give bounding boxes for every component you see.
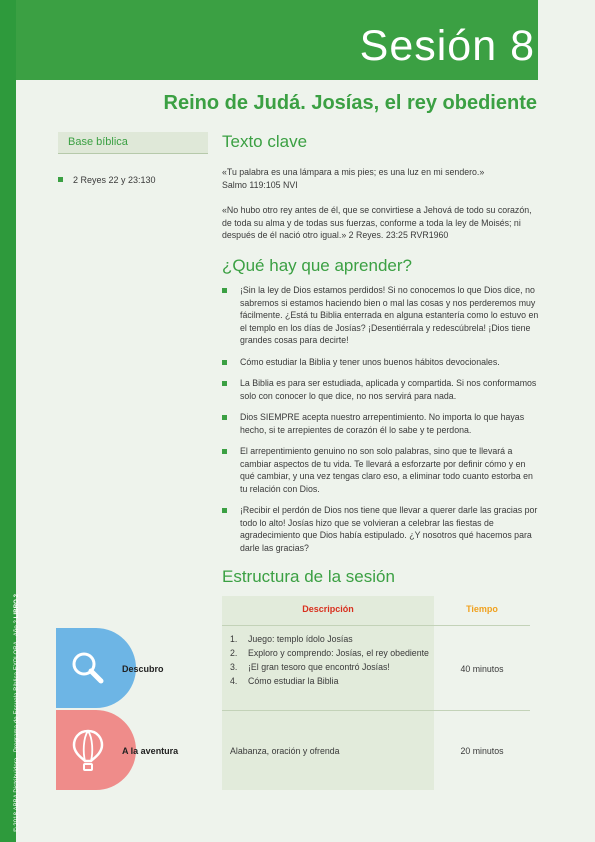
list-item-text: ¡Recibir el perdón de Dios nos tiene que llevar a querer darle las gracias por todo lo alto! Josías hizo que se volvieran a celebrar las fiestas de agradecimiento que Dios había estipulado. ¿Y nosotros qué hacemos para darle las gracias? [240, 505, 538, 553]
list-item [230, 676, 430, 687]
list-item [230, 662, 430, 673]
texto-clave-heading: Texto clave [222, 132, 308, 151]
step-number: 1. [230, 634, 238, 644]
bullet-icon [222, 381, 227, 386]
step-text: ¡El gran tesoro que encontró Josías! [248, 662, 390, 672]
list-item-text: Cómo estudiar la Biblia y tener unos buenos hábitos devocionales. [240, 356, 500, 367]
row-label-descubro: Descubro [122, 664, 164, 674]
step-number: 3. [230, 662, 238, 672]
aprender-list [222, 284, 540, 563]
step-number: 2. [230, 648, 238, 658]
base-biblica-reference [58, 175, 156, 185]
list-item-text: La Biblia es para ser estudiada, aplicada y compartida. Si nos conformamos solo con conocer lo que dice, no nos servirá para nada. [240, 378, 537, 401]
list-item-text: ¡Sin la ley de Dios estamos perdidos! Si no conocemos lo que Dios dice, no sabremos si estamos haciendo bien o mal las cosas y nos perderemos muy fácilmente. ¿Está tu Biblia enterrada en alguna estantería como lo estuvo en el templo en los días de Josías? ¡Desentiérrala y redescúbrela! ¡Dios tiene grandes cosas para decirte! [240, 285, 539, 345]
aventura-description: Alabanza, oración y ofrenda [230, 746, 340, 756]
bullet-icon [58, 177, 63, 182]
quote1-text: «Tu palabra es una lámpara a mis pies; es una luz en mi sendero.» [222, 167, 485, 177]
aventura-time: 20 minutos [460, 746, 504, 756]
bullet-icon [222, 449, 227, 454]
bullet-icon [222, 508, 227, 513]
copyright-vertical-text [14, 594, 20, 832]
texto-clave-quote2: «No hubo otro rey antes de él, que se convirtiese a Jehová de todo su corazón, de toda su alma y de todas sus fuerzas, conforme a toda la ley de Moisés; ni después de él nació otro igual.» 2 Reyes. 23:25 RVR1960 [222, 205, 532, 240]
descubro-steps [230, 634, 430, 690]
session-title: Sesión 8 [359, 22, 535, 70]
hot-air-balloon-icon [70, 728, 106, 772]
book-label: LIBRO 2 [14, 593, 20, 619]
step-text: Exploro y comprendo: Josías, el rey obediente [248, 648, 429, 658]
descubro-time: 40 minutos [460, 664, 504, 674]
page-title: Reino de Judá. Josías, el rey obediente [163, 92, 537, 114]
list-item [222, 377, 540, 402]
texto-clave-quote1 [222, 166, 540, 191]
base-biblica-label: Base bíblica [68, 136, 128, 148]
row-label-aventura: A la aventura [122, 746, 179, 756]
bullet-icon [222, 415, 227, 420]
list-item-text: El arrepentimiento genuino no son solo palabras, sino que te llevará a cambiar aspectos de tu vida. Te llevará a esforzarte por definir cómo y en qué cambiar, y una vez tengas claro eso, a eliminar todo cuanto estorba en tu relación con Dios. [240, 446, 533, 494]
base-biblica-box [58, 132, 208, 154]
list-item [230, 648, 430, 659]
copyright-text: © 2018 ABBA Distribuidora - Programa de Escuela Bíblica EXPLORA - Año 2 [14, 620, 20, 832]
step-number: 4. [230, 676, 238, 686]
column-header-description: Descripción [302, 604, 354, 614]
quote1-reference: Salmo 119:105 NVI [222, 179, 298, 190]
list-item [222, 284, 540, 347]
list-item-text: Dios SIEMPRE acepta nuestro arrepentimiento. No importa lo que hayas hecho, si te arrepientes de corazón él lo sabe y te perdona. [240, 412, 525, 435]
column-header-time: Tiempo [466, 604, 498, 614]
list-item [230, 634, 430, 645]
reference-text: 2 Reyes 22 y 23:130 [73, 175, 156, 185]
table-divider [222, 710, 530, 711]
list-item [222, 411, 540, 436]
list-item [222, 504, 540, 554]
step-text: Juego: templo ídolo Josías [248, 634, 353, 644]
list-item [222, 445, 540, 495]
table-divider [222, 625, 530, 626]
magnifier-icon [68, 648, 108, 688]
estructura-heading: Estructura de la sesión [222, 567, 395, 586]
step-text: Cómo estudiar la Biblia [248, 676, 339, 686]
bullet-icon [222, 360, 227, 365]
list-item [222, 356, 540, 369]
aprender-heading: ¿Qué hay que aprender? [222, 256, 412, 275]
bullet-icon [222, 288, 227, 293]
